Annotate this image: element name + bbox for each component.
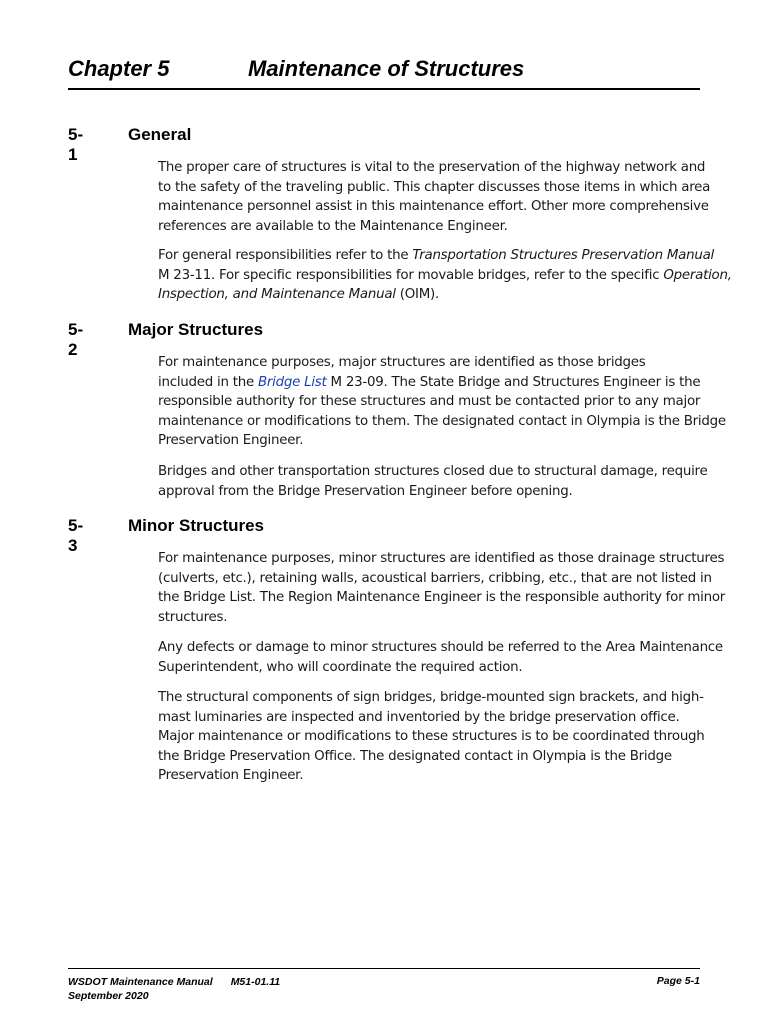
chapter-header — [68, 56, 700, 90]
footer-page-number: Page 5-1 — [656, 975, 700, 987]
footer-manual-code: M51-01.11 — [230, 976, 281, 988]
paragraph: The proper care of structures is vital to the preservation of the highway network and to the safety of the traveling public. This chapter discusses those items in which area maintenance personnel assist in this maintenance effort. Other more comprehensive references are available to the Maintenance Engineer. — [158, 160, 711, 234]
paragraph: For general responsibilities refer to the Transportation Structures Preservation Manual M 23-11. For specific responsibilities for movable bridges, refer to the specific Operation, Inspection, and Maintenance Manual (OIM). — [158, 248, 732, 303]
section-number: 5-1 — [68, 125, 84, 164]
footer-manual-info — [68, 975, 280, 1003]
manual-title-reference: Transportation Structures Preservation Manual — [412, 248, 715, 263]
section-number: 5-2 — [68, 320, 84, 359]
paragraph: Any defects or damage to minor structures should be referred to the Area Maintenance Superintendent, who will coordinate the required action. — [158, 640, 723, 675]
footer-date: September 2020 — [68, 990, 149, 1002]
paragraph: For maintenance purposes, major structures are identified as those bridges included in the Bridge List M 23-09. The State Bridge and Structures Engineer is the responsible authority for these structures and must be contacted prior to any major maintenance or modifications to them. The designated contact in Olympia is the Bridge Preservation Engineer. — [158, 355, 726, 449]
page-footer — [68, 968, 700, 1002]
section-title: General — [128, 125, 192, 144]
paragraph: The structural components of sign bridges, bridge-mounted sign brackets, and high- mast luminaries are inspected and inventoried by the bridge preservation office. Major maintenance or modifications to these structures is to be coordinated through the Bridge Preservation Office. The designated contact in Olympia is the Bridge Preservation Engineer. — [158, 690, 705, 784]
section-title: Major Structures — [128, 320, 264, 339]
paragraph: For maintenance purposes, minor structures are identified as those drainage structures (culverts, etc.), retaining walls, acoustical barriers, cribbing, etc., that are not listed in the Bridge List. The Region Maintenance Engineer is the responsible authority for minor structures. — [158, 551, 726, 625]
chapter-title: Maintenance of Structures — [248, 56, 525, 81]
manual-title-reference: Inspection, and Maintenance Manual — [158, 287, 396, 303]
footer-manual-name: WSDOT Maintenance Manual — [68, 976, 213, 988]
chapter-number: Chapter 5 — [68, 56, 170, 81]
section-title: Minor Structures — [128, 516, 265, 535]
section-number: 5-3 — [68, 516, 84, 555]
bridge-list-link[interactable]: Bridge List — [257, 374, 327, 390]
paragraph: Bridges and other transportation structures closed due to structural damage, require approval from the Bridge Preservation Engineer before opening. — [158, 464, 708, 499]
